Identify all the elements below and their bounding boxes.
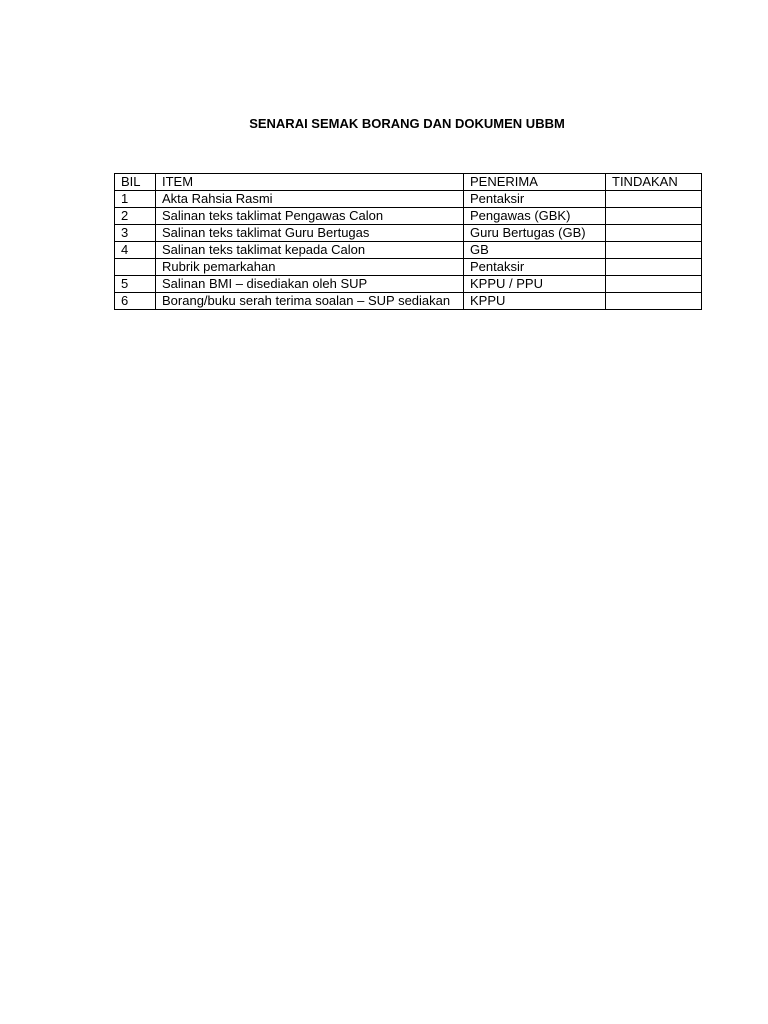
table-row (115, 225, 702, 242)
cell-item: Salinan teks taklimat Guru Bertugas (156, 225, 464, 242)
table-row (115, 259, 702, 276)
cell-tindakan (606, 225, 702, 242)
cell-tindakan (606, 259, 702, 276)
cell-penerima: Pentaksir (464, 191, 606, 208)
cell-bil: 4 (115, 242, 156, 259)
cell-penerima: KPPU / PPU (464, 276, 606, 293)
cell-item: Rubrik pemarkahan (156, 259, 464, 276)
cell-item: Salinan BMI – disediakan oleh SUP (156, 276, 464, 293)
cell-tindakan (606, 208, 702, 225)
cell-tindakan (606, 242, 702, 259)
cell-item: Borang/buku serah terima soalan – SUP sediakan (156, 293, 464, 310)
cell-tindakan (606, 276, 702, 293)
cell-penerima: GB (464, 242, 606, 259)
cell-penerima: Pengawas (GBK) (464, 208, 606, 225)
table-row (115, 276, 702, 293)
cell-item: Akta Rahsia Rasmi (156, 191, 464, 208)
cell-item: Salinan teks taklimat Pengawas Calon (156, 208, 464, 225)
cell-bil (115, 259, 156, 276)
document-title: SENARAI SEMAK BORANG DAN DOKUMEN UBBM (249, 116, 565, 131)
cell-penerima: Guru Bertugas (GB) (464, 225, 606, 242)
cell-bil: 5 (115, 276, 156, 293)
header-item: ITEM (156, 174, 464, 191)
cell-bil: 3 (115, 225, 156, 242)
header-tindakan: TINDAKAN (606, 174, 702, 191)
table-row (115, 293, 702, 310)
cell-penerima: KPPU (464, 293, 606, 310)
cell-item: Salinan teks taklimat kepada Calon (156, 242, 464, 259)
table-row (115, 191, 702, 208)
table-row (115, 242, 702, 259)
cell-bil: 2 (115, 208, 156, 225)
header-bil: BIL (115, 174, 156, 191)
cell-tindakan (606, 191, 702, 208)
checklist-table (114, 173, 702, 310)
table-row (115, 208, 702, 225)
header-penerima: PENERIMA (464, 174, 606, 191)
cell-penerima: Pentaksir (464, 259, 606, 276)
table-header-row (115, 174, 702, 191)
cell-bil: 1 (115, 191, 156, 208)
cell-bil: 6 (115, 293, 156, 310)
cell-tindakan (606, 293, 702, 310)
